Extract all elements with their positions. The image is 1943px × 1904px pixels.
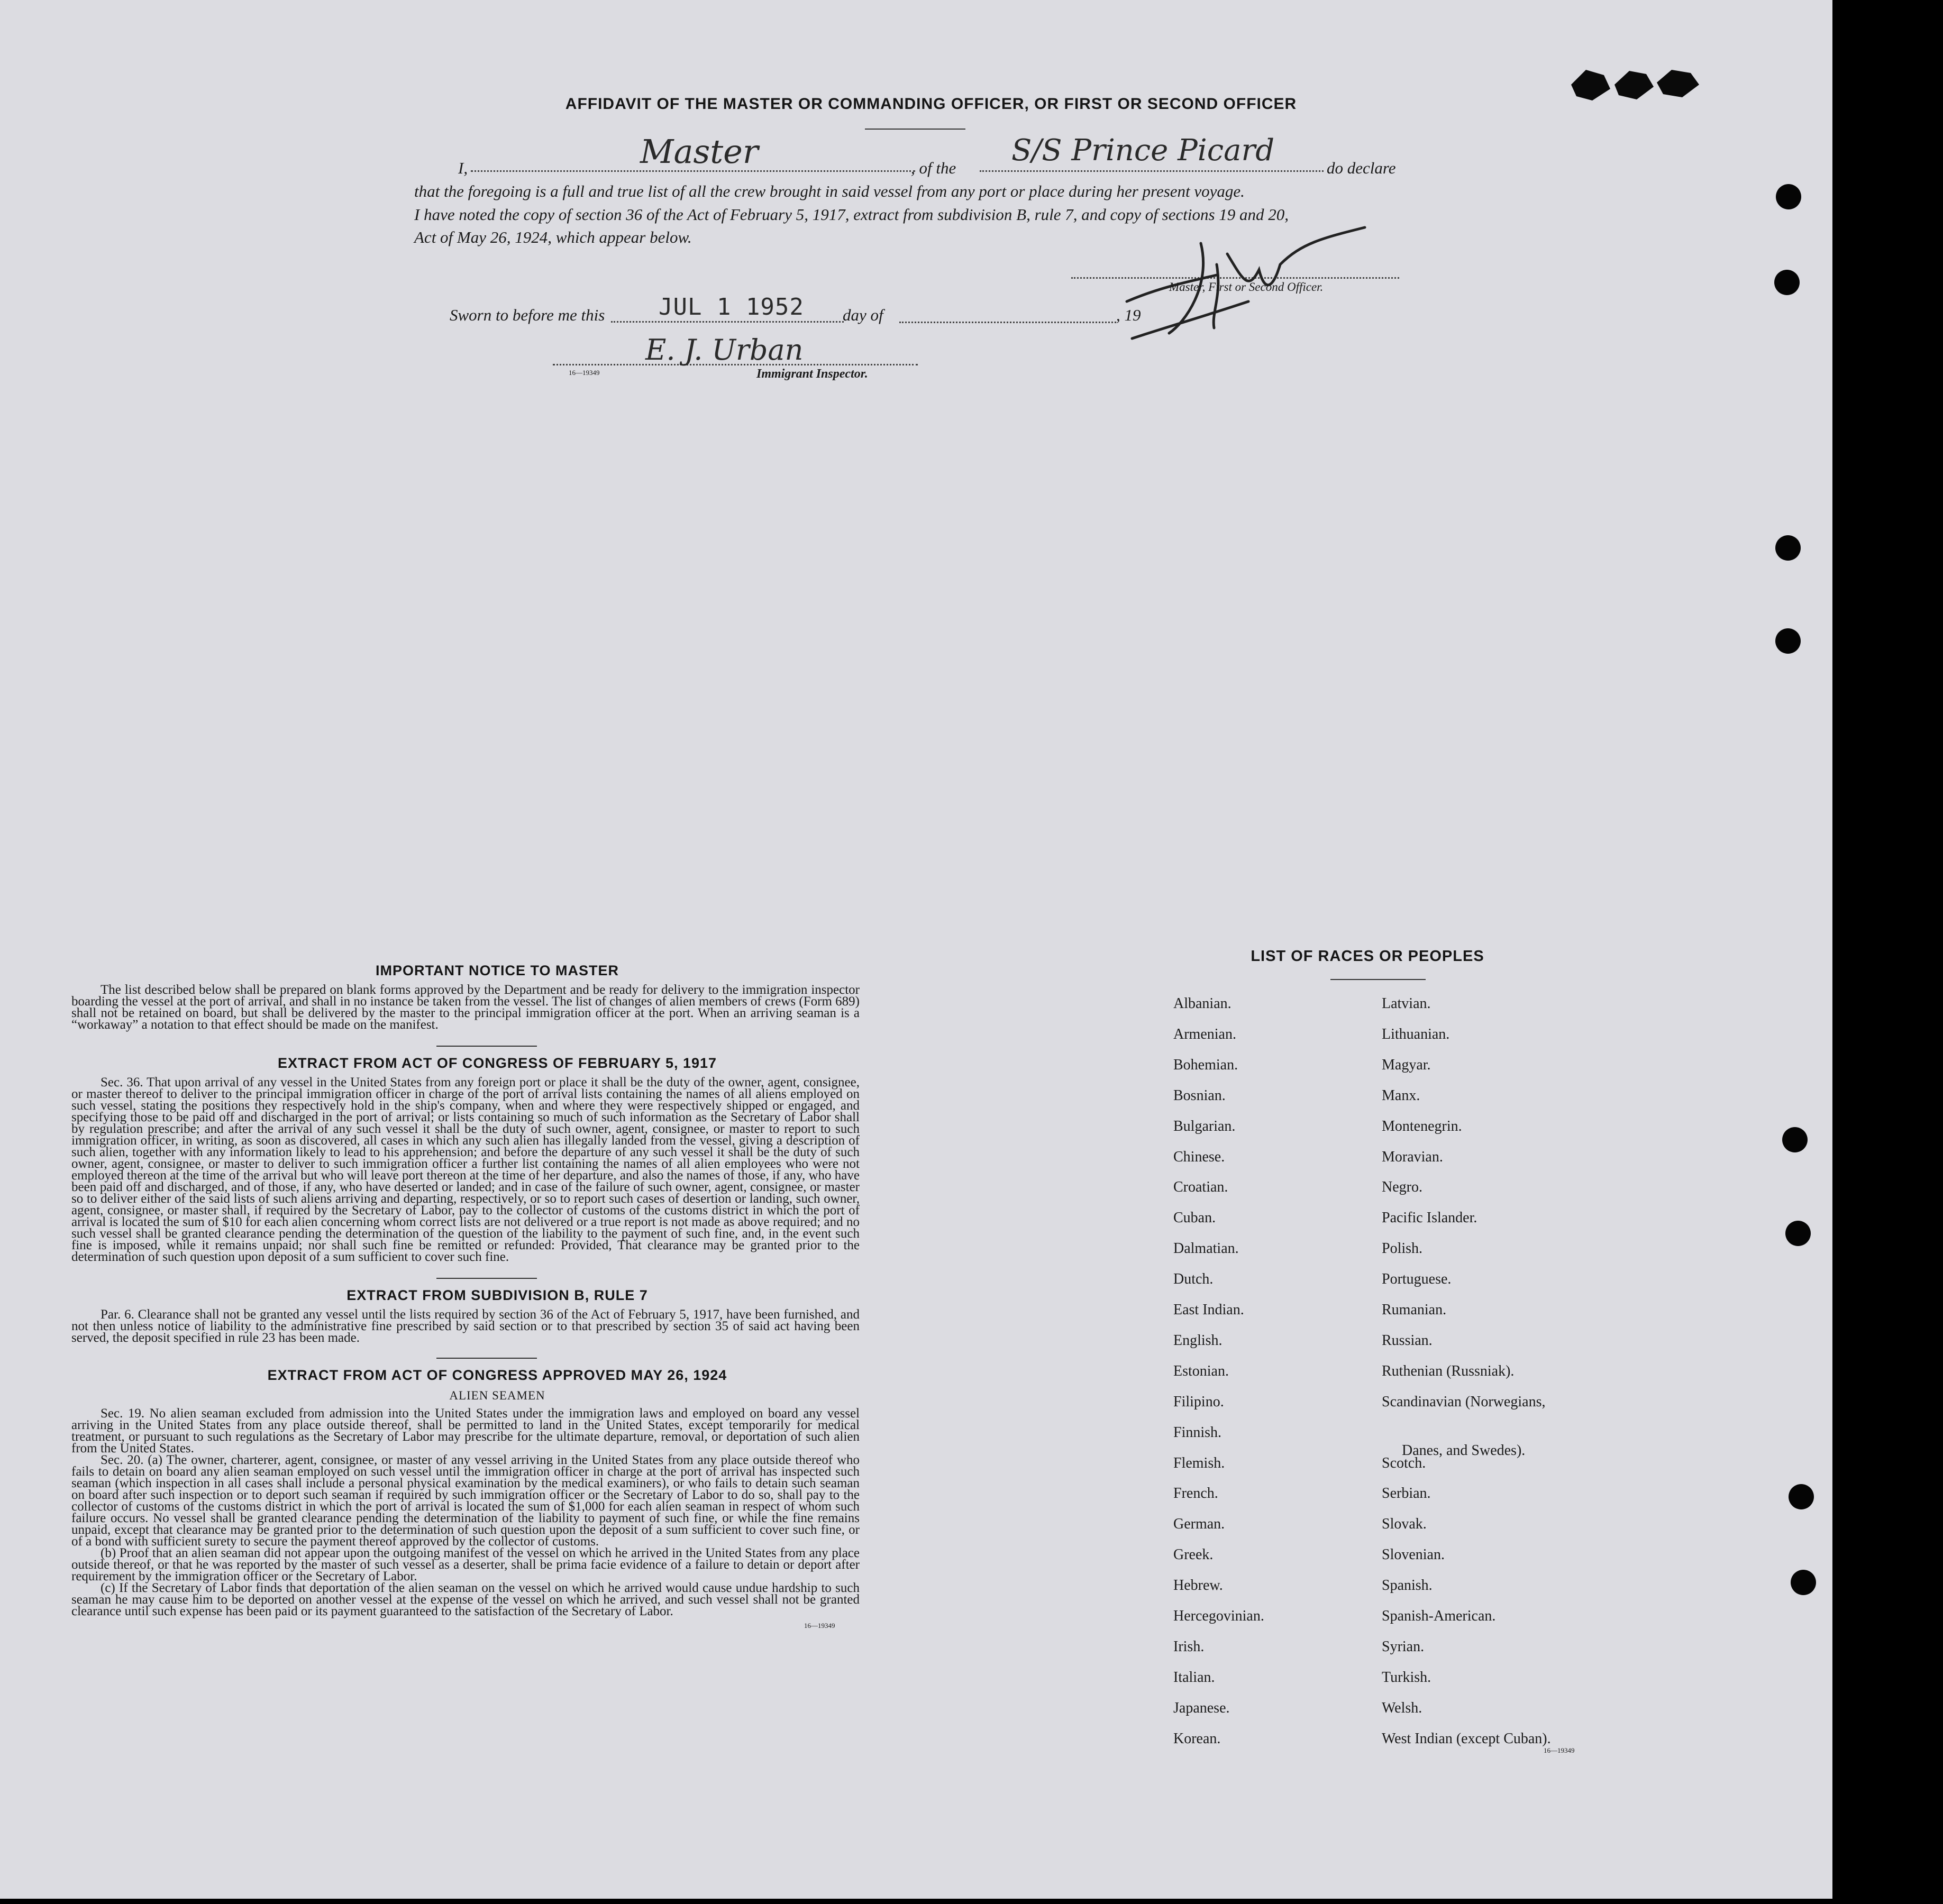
- extract-form-number: 16—19349: [804, 1622, 835, 1630]
- race-item: Moravian.: [1382, 1148, 1443, 1165]
- day-of-label: day of: [843, 306, 883, 324]
- race-item: Montenegrin.: [1382, 1118, 1462, 1134]
- punch-hole: [1791, 1570, 1816, 1595]
- vessel-name-handwriting: S/S Prince Picard: [1011, 133, 1275, 168]
- race-item: Negro.: [1382, 1179, 1422, 1196]
- sworn-label: Sworn to before me this: [450, 306, 605, 324]
- inspector-signature-handwriting: E. J. Urban: [645, 333, 804, 367]
- declaration-line-2: that the foregoing is a full and true list of all the crew brought in said vessel from any port or place during her present voyage.: [414, 182, 1245, 200]
- race-item: Scotch.: [1382, 1454, 1426, 1471]
- race-item: Dutch.: [1173, 1271, 1214, 1288]
- par-6-paragraph: Par. 6. Clearance shall not be granted any vessel until the lists required by section 36 of the Act of February 5, 1917, have been furnished, and not then unless notice of liability to the administrative fine prescribed by said section or to that prescribed by section 35 of said act having been served, the deposit specified in rule 23 has been made.: [71, 1307, 860, 1345]
- race-item: Chinese.: [1173, 1148, 1225, 1165]
- extract-1917-divider: [436, 1278, 537, 1279]
- race-item: Spanish.: [1382, 1577, 1433, 1594]
- subdivision-b-heading: EXTRACT FROM SUBDIVISION B, RULE 7: [346, 1287, 648, 1303]
- race-item: Spanish-American.: [1382, 1608, 1496, 1624]
- fastener-marks: [1566, 63, 1703, 106]
- sec-20b-paragraph: (b) Proof that an alien seaman did not appear upon the outgoing manifest of the vessel on which he arrived in the United States from any place outside thereof, or that he was reported by the master of such vessel as a deserter, shall be prima facie evidence of a failure to detain or deport after requirement by the immigration officer or the Secretary of Labor.: [71, 1546, 860, 1583]
- punch-hole: [1785, 1221, 1811, 1246]
- date-stamp: JUL 1 1952: [659, 294, 804, 321]
- alien-seamen-subheading: ALIEN SEAMEN: [449, 1389, 545, 1402]
- races-form-number: 16—19349: [1544, 1746, 1575, 1754]
- race-item: Lithuanian.: [1382, 1026, 1450, 1042]
- race-item: Finnish.: [1173, 1424, 1222, 1441]
- legal-column: [71, 963, 860, 1630]
- affidavit-form-number: 16—19349: [569, 369, 600, 377]
- declarant-name-field[interactable]: [471, 132, 915, 172]
- punch-hole: [1789, 1484, 1814, 1509]
- inspector-signature-field[interactable]: [553, 333, 918, 365]
- declarant-name-handwriting: Master: [640, 132, 759, 171]
- race-item: Cuban.: [1173, 1210, 1216, 1226]
- race-item: Japanese.: [1173, 1699, 1230, 1716]
- sworn-month-field[interactable]: [899, 306, 1116, 323]
- race-item: Italian.: [1173, 1669, 1215, 1686]
- section-36-paragraph: Sec. 36. That upon arrival of any vessel in the United States from any foreign port or place it shall be the duty of the owner, agent, consignee, or master thereof to deliver to the principal immigration officer in charge of the port of arrival lists containing the names of all aliens employed on such vessel, stating the positions they respectively hold in the ship's company, when and where they were respectively shipped or engaged, and specifying those to be paid off and discharged in the port of arrival; or lists containing so much of such information as the Secretary of Labor shall by regulation prescribe; and after the arrival of any such vessel it shall be the duty of such owner, agent, consignee, or master to report to such immigration officer, in writing, as soon as discovered, all cases in which any such alien has illegally landed from the vessel, giving a description of such alien, together with any information likely to lead to his apprehension; and before the departure of any such vessel it shall be the duty of such owner, agent, consignee, or master to deliver to such immigration officer a further list containing the names of all alien employees who were not employed thereon at the time of the arrival but who will leave port thereon at the time of her departure, and also the names of those, if any, who have been paid off and discharged, and of those, if any, who have deserted or landed; and in case of the failure of such owner, agent, consignee, or master so to deliver either of the said lists of such aliens arriving and departing, respectively, or so to report such cases of desertion or landing, such owner, agent, consignee, or master shall, if required by the Secretary of Labor, pay to the collector of customs of the customs district in which the port of arrival is located the sum of $10 for each alien concerning whom correct lists are not delivered or a true report is not made as above required; and no such vessel shall be granted clearance pending the determination of the question of the liability to the payment of such fine, and, in the event such fine is imposed, while it remains unpaid; nor shall such fine be remitted or refunded: Provided, That clearance may be granted prior to the determination of such question upon deposit of a sum sufficient to cover such fine.: [71, 1075, 860, 1264]
- notice-paragraph: The list described below shall be prepared on blank forms approved by the Department and be ready for delivery to the immigration inspector boarding the vessel at the port of arrival, and shall in no instance be taken from the vessel. The list of changes of alien members of crews (Form 689) shall not be retained on board, but shall be delivered by the master to the principal immigration officer at the port. When an arriving seaman is a “workaway” a notation to that effect should be made on the manifest.: [71, 983, 860, 1032]
- sec-20a-paragraph: Sec. 20. (a) The owner, charterer, agent, consignee, or master of any vessel arriving in the United States from any place outside thereof who fails to detain on board any alien seaman employed on such vessel until the immigration officer in charge at the port of arrival has inspected such seaman (which inspection in all cases shall include a personal physical examination by the medical examiners), or who fails to detain such seaman on board after such inspection or to deport such seaman if required by such immigration officer or the Secretary of Labor to do so, shall pay to the collector of customs of the customs district in which the port of arrival is located the sum of $1,000 for each alien seaman in respect of whom such failure occurs. No vessel shall be granted clearance pending the determination of the liability to payment of such fine, or while the fine remains unpaid, except that clearance may be granted prior to the determination of such question upon the deposit of a sum sufficient to cover such fine, or of a bond with sufficient surety to secure the payment thereof approved by the collector of customs.: [71, 1453, 860, 1549]
- race-item: Manx.: [1382, 1087, 1420, 1104]
- race-item: Magyar.: [1382, 1056, 1431, 1073]
- race-item: Greek.: [1173, 1546, 1214, 1563]
- extract-1917-text: [71, 1077, 860, 1263]
- race-item: Scandinavian (Norwegians,: [1382, 1393, 1546, 1410]
- race-item: Rumanian.: [1382, 1302, 1447, 1318]
- subdivision-b-text: [71, 1309, 860, 1344]
- notice-heading: IMPORTANT NOTICE TO MASTER: [376, 963, 619, 978]
- officer-caption: Master, First or Second Officer.: [1169, 280, 1324, 294]
- race-item: Slovak.: [1382, 1516, 1427, 1533]
- race-item: Bohemian.: [1173, 1056, 1238, 1073]
- sworn-date-field[interactable]: [611, 294, 844, 323]
- punch-hole: [1774, 270, 1800, 295]
- punch-hole: [1782, 1127, 1808, 1152]
- race-item: Korean.: [1173, 1730, 1221, 1747]
- race-item: Albanian.: [1173, 995, 1232, 1012]
- race-item: French.: [1173, 1485, 1218, 1502]
- heading-divider: [865, 129, 965, 130]
- race-item: Croatian.: [1173, 1179, 1228, 1196]
- year-prefix: , 19: [1116, 306, 1141, 324]
- race-item: Welsh.: [1382, 1699, 1422, 1716]
- race-item: East Indian.: [1173, 1302, 1244, 1318]
- race-item: Syrian.: [1382, 1638, 1425, 1655]
- extract-1924-heading: EXTRACT FROM ACT OF CONGRESS APPROVED MAY 26, 1924: [267, 1367, 727, 1383]
- race-item: Turkish.: [1382, 1669, 1431, 1686]
- race-item: Filipino.: [1173, 1393, 1224, 1410]
- race-item: Hebrew.: [1173, 1577, 1223, 1594]
- race-item: Ruthenian (Russniak).: [1382, 1362, 1515, 1379]
- race-item: English.: [1173, 1332, 1223, 1349]
- declaration-line-3: I have noted the copy of section 36 of the Act of February 5, 1917, extract from subdivision B, rule 7, and copy of sections 19 and 20,: [414, 205, 1289, 224]
- race-item: Estonian.: [1173, 1362, 1229, 1379]
- notice-text: [71, 984, 860, 1031]
- sec-20c-paragraph: (c) If the Secretary of Labor finds that deportation of the alien seaman on the vessel on which he arrived would cause undue hardship to such seaman he may cause him to be deported on another vessel at the expense of the vessel on which he arrived, and such vessel shall not be granted clearance until such expense has been paid or its payment guaranteed to the satisfaction of the Secretary of Labor.: [71, 1581, 860, 1618]
- sec-19-paragraph: Sec. 19. No alien seaman excluded from admission into the United States under the immigration laws and employed on board any vessel arriving in the United States from any place outside thereof, shall be permitted to land in the United States, except temporarily for medical treatment, or pursuant to such regulations as the Secretary of Labor may prescribe for the ultimate departure, removal, or deportation of such alien from the United States.: [71, 1406, 860, 1456]
- inspector-caption: Immigrant Inspector.: [756, 367, 868, 381]
- notice-divider: [436, 1046, 537, 1047]
- race-item: Hercegovinian.: [1173, 1608, 1264, 1624]
- race-item: Portuguese.: [1382, 1271, 1452, 1288]
- of-the-label: , of the: [911, 159, 956, 177]
- races-heading: LIST OF RACES OR PEOPLES: [1251, 948, 1484, 965]
- punch-hole: [1775, 535, 1801, 561]
- declarant-label: I,: [458, 159, 468, 177]
- race-item: Bulgarian.: [1173, 1118, 1236, 1134]
- race-item: Russian.: [1382, 1332, 1433, 1349]
- vessel-name-field[interactable]: [980, 132, 1324, 172]
- race-item: Danes, and Swedes).: [1402, 1442, 1526, 1459]
- subdivision-b-divider: [436, 1358, 537, 1359]
- punch-hole: [1775, 628, 1801, 654]
- race-item: Dalmatian.: [1173, 1240, 1239, 1257]
- races-divider: [1330, 979, 1426, 980]
- race-item: Latvian.: [1382, 995, 1431, 1012]
- race-item: Bosnian.: [1173, 1087, 1226, 1104]
- race-item: Armenian.: [1173, 1026, 1236, 1042]
- declaration-line-4: Act of May 26, 1924, which appear below.: [414, 228, 692, 246]
- extract-1924-text: [71, 1408, 860, 1617]
- do-declare-label: do declare: [1327, 159, 1396, 177]
- punch-hole: [1776, 184, 1801, 209]
- extract-1917-heading: EXTRACT FROM ACT OF CONGRESS OF FEBRUARY 5, 1917: [277, 1055, 717, 1071]
- race-item: Slovenian.: [1382, 1546, 1445, 1563]
- race-item: Irish.: [1173, 1638, 1205, 1655]
- race-item: Serbian.: [1382, 1485, 1431, 1502]
- race-item: German.: [1173, 1516, 1225, 1533]
- race-item: Flemish.: [1173, 1454, 1225, 1471]
- race-item: Pacific Islander.: [1382, 1210, 1477, 1226]
- race-item: West Indian (except Cuban).: [1382, 1730, 1551, 1747]
- affidavit-heading: AFFIDAVIT OF THE MASTER OR COMMANDING OFFICER, OR FIRST OR SECOND OFFICER: [565, 95, 1297, 113]
- race-item: Polish.: [1382, 1240, 1423, 1257]
